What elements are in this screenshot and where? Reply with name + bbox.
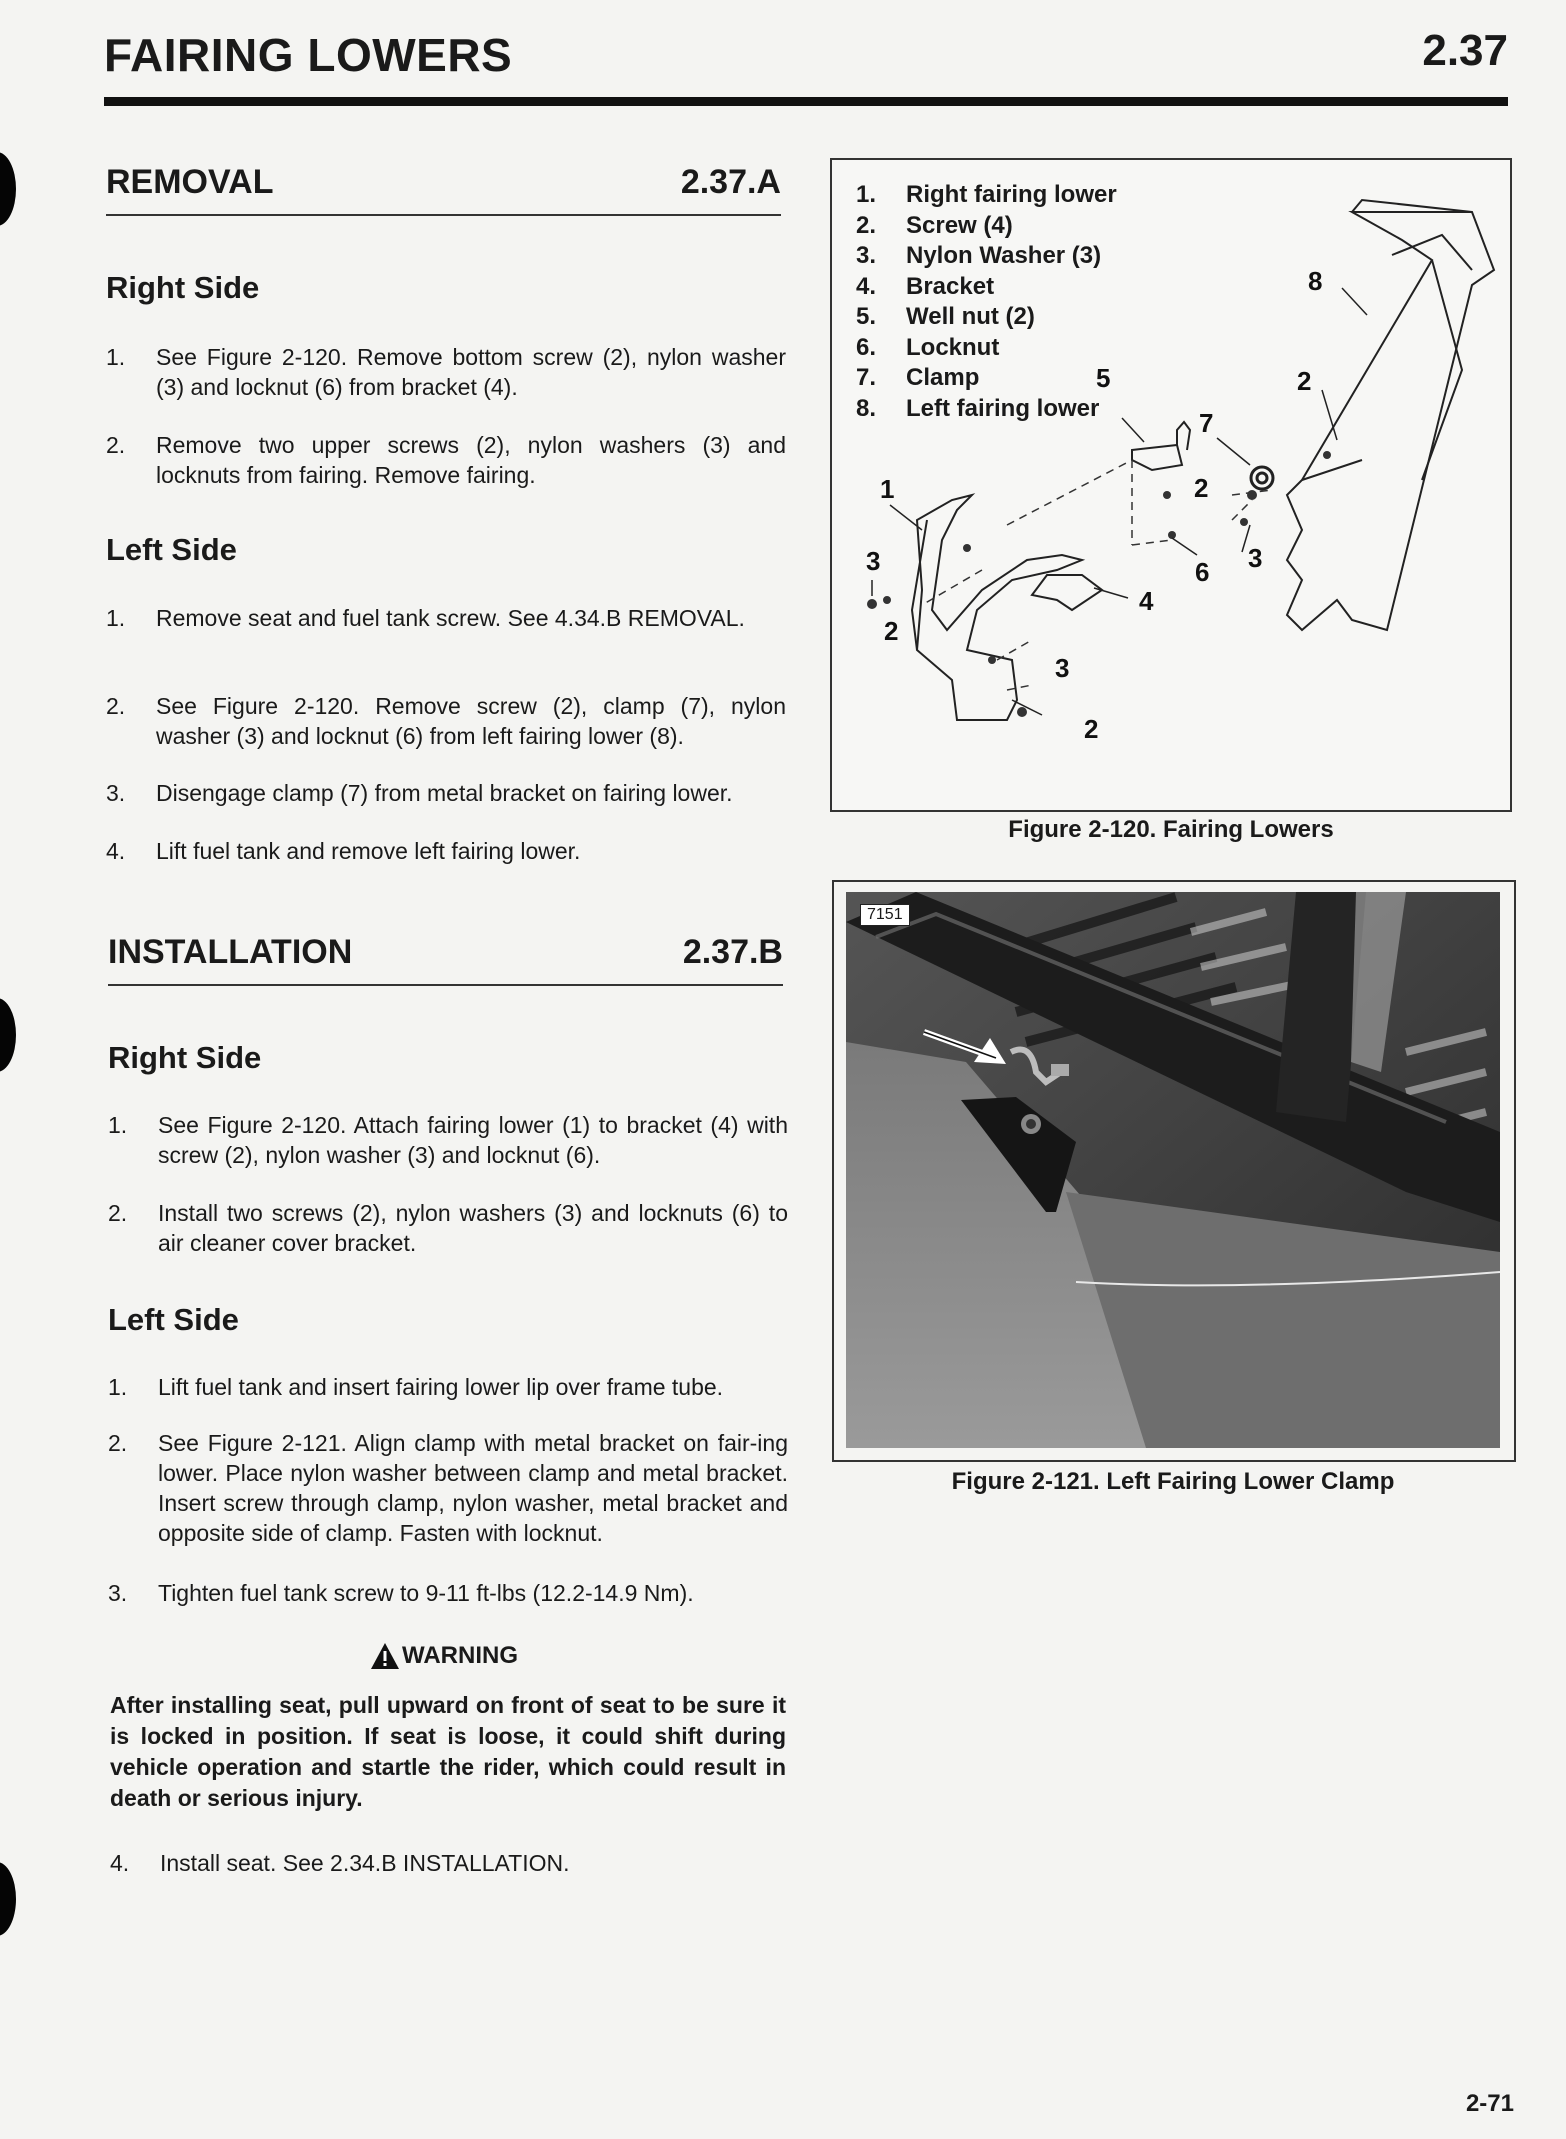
figure-caption: Figure 2-121. Left Fairing Lower Clamp <box>951 1468 1395 1495</box>
legend-item: 1. Right fairing lower <box>856 181 1117 208</box>
list-item: 2. See Figure 2-120. Remove screw (2), clamp (7), nylon washer (3) and locknut (6) from left fairing lower (8). <box>106 693 786 749</box>
figure-2-121 <box>832 880 1516 1462</box>
installation-section-header <box>108 928 783 986</box>
callout-6: 6 <box>1195 557 1210 587</box>
section-title: INSTALLATION <box>108 933 353 971</box>
header-rule <box>104 97 1508 106</box>
clamp-photo <box>846 892 1500 1448</box>
legend-item: 4. Bracket <box>856 272 995 300</box>
subheading-right-side: Right Side <box>108 1040 262 1075</box>
callout-2: 2 <box>884 616 899 646</box>
section-title: REMOVAL <box>106 163 274 201</box>
list-item: 2. See Figure 2-121. Align clamp with metal bracket on fair-ing lower. Place nylon washer between clamp and metal bracket. Insert screw through clamp, nylon washer, metal bracket and opposite side of clamp. Fasten with locknut. <box>108 1430 788 1546</box>
callout-4: 4 <box>1139 586 1154 616</box>
callout-2: 2 <box>1194 473 1209 503</box>
legend-item: 3. Nylon Washer (3) <box>856 242 1102 269</box>
callout-3: 3 <box>1248 543 1263 573</box>
binder-hole <box>0 998 16 1072</box>
list-item: 1. Remove seat and fuel tank screw. See 4.34.B REMOVAL. <box>106 605 745 631</box>
legend-item: 8. Left fairing lower <box>856 394 1100 422</box>
list-item: 1. Lift fuel tank and insert fairing lower lip over frame tube. <box>108 1374 724 1400</box>
list-item: 1. See Figure 2-120. Remove bottom screw (2), nylon washer (3) and locknut (6) from bracket (4). <box>106 344 786 400</box>
callout-2: 2 <box>1297 366 1312 396</box>
legend-item: 6. Locknut <box>856 333 1000 361</box>
list-item: 2. Install two screws (2), nylon washers (3) and locknuts (6) to air cleaner cover bracket. <box>108 1200 788 1256</box>
figure-caption: Figure 2-120. Fairing Lowers <box>1008 816 1334 843</box>
warning-triangle-icon <box>370 1642 400 1670</box>
callout-3: 3 <box>866 546 881 576</box>
binder-hole <box>0 1862 16 1936</box>
clamp-photo-image <box>846 892 1500 1448</box>
callout-8: 8 <box>1308 266 1323 296</box>
page-number: 2-71 <box>1465 2090 1514 2117</box>
list-item: 3. Tighten fuel tank screw to 9-11 ft-lbs (12.2-14.9 Nm). <box>108 1580 694 1606</box>
list-item: 4. Install seat. See 2.34.B INSTALLATION. <box>110 1850 570 1876</box>
subheading-right-side: Right Side <box>106 270 260 305</box>
section-number: 2.37 <box>1422 26 1508 75</box>
warning-heading: WARNING <box>370 1642 518 1670</box>
figure-legend <box>856 180 1117 424</box>
list-item: 3. Disengage clamp (7) from metal bracket on fairing lower. <box>106 780 733 806</box>
callout-3: 3 <box>1055 653 1070 683</box>
legend-item: 7. Clamp <box>856 364 980 391</box>
subheading-left-side: Left Side <box>106 532 237 567</box>
section-number: 2.37.B <box>682 933 783 971</box>
list-item: 4. Lift fuel tank and remove left fairing lower. <box>106 838 581 864</box>
warning-text: After installing seat, pull upward on front of seat to be sure it is locked in position. If seat is loose, it could shift during vehicle operation and startle the rider, which could result in death or serious injury. <box>110 1692 786 1811</box>
page-title: FAIRING LOWERS <box>104 29 513 81</box>
callout-2: 2 <box>1084 714 1099 744</box>
photo-id-tag: 7151 <box>860 904 910 926</box>
callout-1: 1 <box>880 474 895 504</box>
legend-item: 5. Well nut (2) <box>856 303 1035 330</box>
subheading-left-side: Left Side <box>108 1302 239 1337</box>
removal-section-header <box>106 158 781 216</box>
legend-item: 2. Screw (4) <box>856 211 1013 239</box>
list-item: 2. Remove two upper screws (2), nylon washers (3) and locknuts from fairing. Remove fairing. <box>106 432 786 488</box>
callout-5: 5 <box>1096 363 1111 393</box>
list-item: 1. See Figure 2-120. Attach fairing lower (1) to bracket (4) with screw (2), nylon washer (3) and locknut (6). <box>108 1112 788 1168</box>
figure-2-120 <box>830 158 1512 812</box>
section-number: 2.37.A <box>680 163 781 201</box>
binder-hole <box>0 152 16 226</box>
callout-7: 7 <box>1199 408 1214 438</box>
